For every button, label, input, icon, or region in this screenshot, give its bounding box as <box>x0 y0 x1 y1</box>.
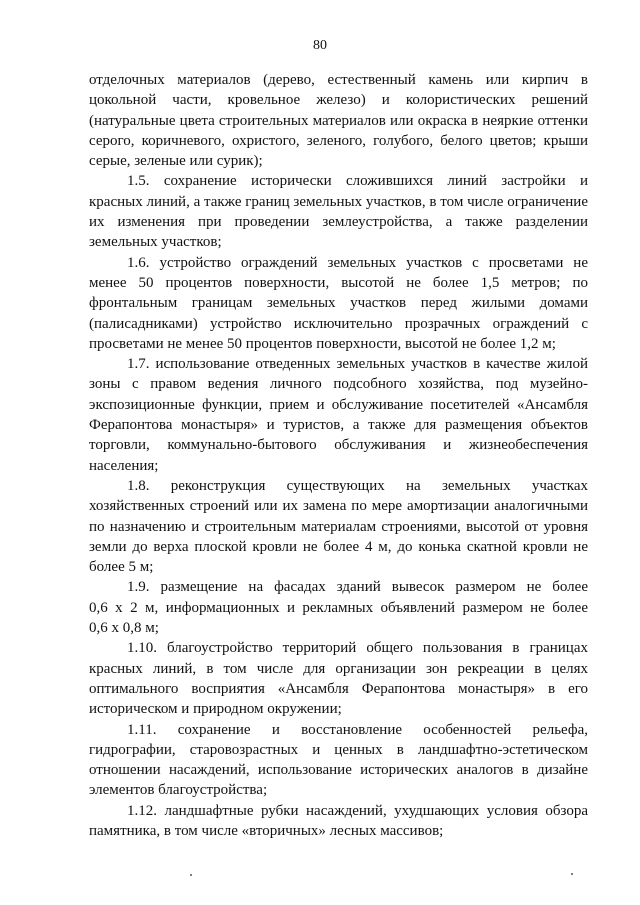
text-line: (натуральные цвета строительных материалов или окраска в неяркие оттенки <box>89 112 588 129</box>
text-line: серые, зеленые или сурик); <box>89 153 263 170</box>
document-body <box>89 70 588 841</box>
text-line: экспозиционные функции, прием и обслуживание посетителей «Ансамбля <box>89 396 588 413</box>
text-line: (палисадниками) устройство исключительно прозрачных ограждений с <box>89 315 588 332</box>
text-line: 1.7. использование отведенных земельных участков в качестве жилой <box>127 356 588 373</box>
text-line: 1.8. реконструкция существующих на земельных участках <box>127 477 588 494</box>
text-line: отношении насаждений, использование исторических аналогов в дизайне <box>89 762 588 779</box>
text-line: элементов благоустройства; <box>89 782 268 799</box>
text-line: Ферапонтова монастыря» и туристов, а также для размещения объектов <box>89 417 588 434</box>
text-line: серого, коричневого, охристого, зеленого, голубого, белого цветов; крыши <box>89 132 588 149</box>
text-line: просветами не менее 50 процентов поверхности, высотой не более 1,2 м; <box>89 335 556 352</box>
text-line: цокольной части, кровельное железо) и колористических решений <box>89 92 588 109</box>
scan-artifact-dot <box>190 874 192 876</box>
text-line: по назначению и строительным материалам строениями, высотой от уровня <box>89 518 588 535</box>
text-line: 1.10. благоустройство территорий общего пользования в границах <box>127 640 588 657</box>
text-line: оптимального восприятия «Ансамбля Ферапонтова монастыря» в его <box>89 680 588 697</box>
text-line: красных линий, а также границ земельных участков, в том числе ограничение <box>89 193 588 210</box>
text-line: гидрографии, старовозрастных и ценных в ландшафтно-эстетическом <box>89 741 588 758</box>
scan-artifact-dot <box>571 873 573 875</box>
text-line: зоны с правом ведения личного подсобного хозяйства, под музейно- <box>89 376 588 393</box>
text-line: 1.9. размещение на фасадах зданий вывесок размером не более <box>127 579 588 596</box>
text-line: историческом и природном окружении; <box>89 701 342 718</box>
text-line: 1.6. устройство ограждений земельных участков с просветами не <box>127 254 588 271</box>
text-line: земли до верха плоской кровли не более 4 м, до конька скатной кровли не <box>89 538 588 555</box>
page-number: 80 <box>313 38 327 53</box>
text-line: 1.5. сохранение исторически сложившихся линий застройки и <box>127 173 588 190</box>
text-line: 0,6 х 2 м, информационных и рекламных объявлений размером не более <box>89 599 588 616</box>
text-line: отделочных материалов (дерево, естественный камень или кирпич в <box>89 72 588 88</box>
text-line: земельных участков; <box>89 234 222 251</box>
text-line: 0,6 х 0,8 м; <box>89 620 159 637</box>
text-line: менее 50 процентов поверхности, высотой не более 1,5 метров; по <box>89 274 588 291</box>
text-line: памятника, в том числе «вторичных» лесных массивов; <box>89 822 444 839</box>
text-line: хозяйственных строений или их замена по мере амортизации аналогичными <box>89 498 588 515</box>
text-line: их изменения при проведении землеустройства, а также разделении <box>89 214 588 231</box>
text-line: фронтальным границам земельных участков перед жилыми домами <box>89 295 588 312</box>
text-line: 1.11. сохранение и восстановление особенностей рельефа, <box>127 721 588 738</box>
text-line: 1.12. ландшафтные рубки насаждений, ухудшающих условия обзора <box>127 802 588 819</box>
text-line: населения; <box>89 457 159 474</box>
text-line: торговли, коммунально-бытового обслуживания и жизнеобеспечения <box>89 437 588 454</box>
text-line: красных линий, в том числе для организации зон рекреации в целях <box>89 660 588 677</box>
text-line: более 5 м; <box>89 559 154 576</box>
